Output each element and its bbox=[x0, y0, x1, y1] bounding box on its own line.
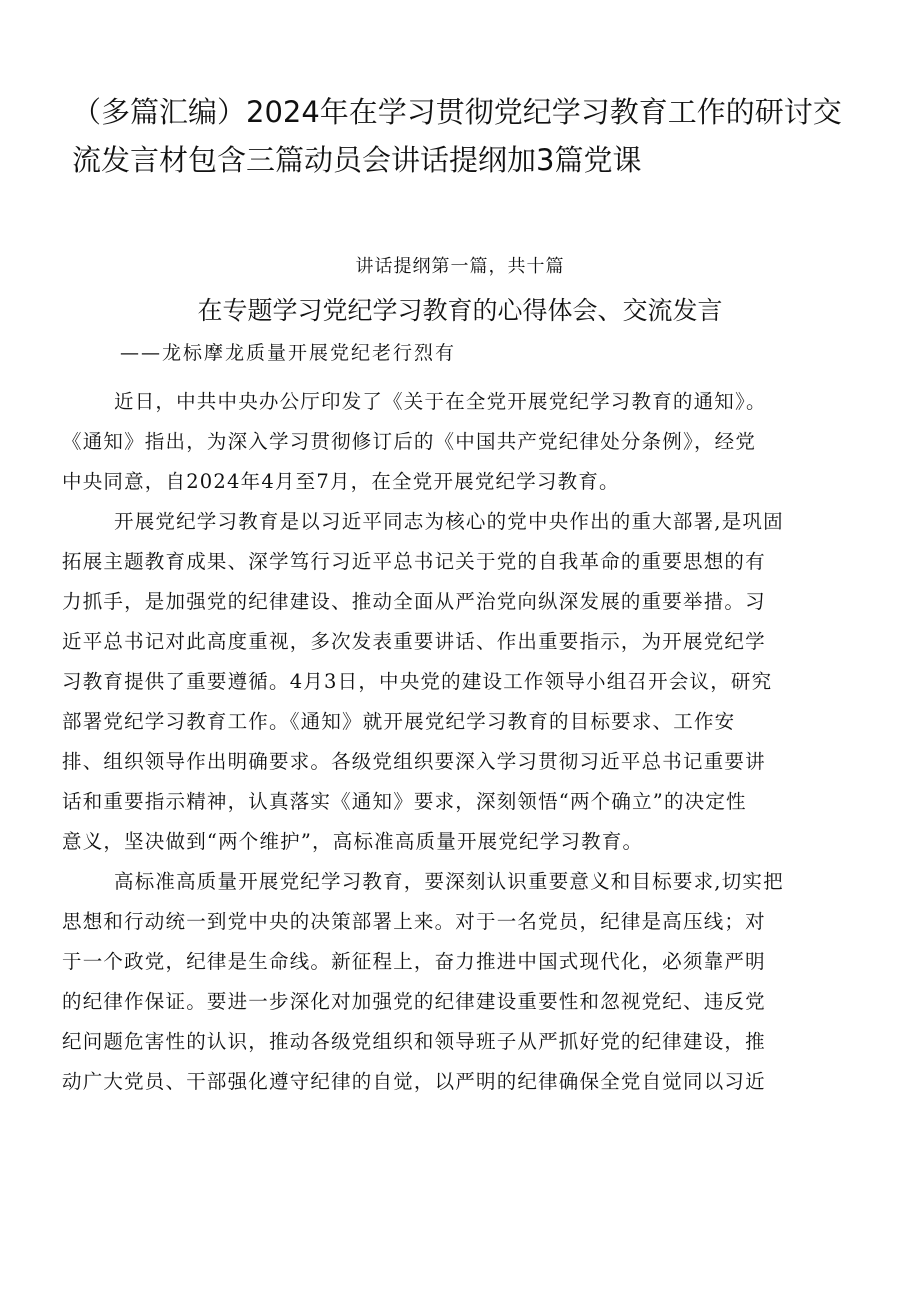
body-line: 部署党纪学习教育工作。《通知》就开展党纪学习教育的目标要求、工作安 bbox=[62, 710, 736, 733]
document-title bbox=[72, 88, 872, 184]
article-byline: ——龙标摩龙质量开展党纪老行烈有 bbox=[120, 342, 457, 364]
article-title: 在专题学习党纪学习教育的心得体会、交流发言 bbox=[197, 296, 723, 325]
body-line: 拓展主题教育成果、深学笃行习近平总书记关于党的自我革命的重要思想的有 bbox=[62, 550, 766, 573]
article-body bbox=[62, 382, 862, 1102]
document-title-line-2: 流发言材包含三篇动员会讲话提纲加3篇党课 bbox=[72, 143, 642, 177]
body-line: 动广大党员、干部强化遵守纪律的自觉，以严明的纪律确保全党自觉同以习近 bbox=[62, 1070, 766, 1093]
body-line: 高标准高质量开展党纪学习教育，要深刻认识重要意义和目标要求,切实把 bbox=[114, 870, 784, 893]
body-line: 《通知》指出，为深入学习贯彻修订后的《中国共产党纪律处分条例》，经党 bbox=[62, 430, 757, 453]
body-line: 话和重要指示精神，认真落实《通知》要求，深刻领悟“两个确立”的决定性 bbox=[62, 790, 747, 813]
body-line: 力抓手，是加强党的纪律建设、推动全面从严治党向纵深发展的重要举措。习 bbox=[62, 590, 766, 613]
body-line: 意义，坚决做到“两个维护”，高标准高质量开展党纪学习教育。 bbox=[62, 830, 644, 853]
body-line: 近平总书记对此高度重视，多次发表重要讲话、作出重要指示，为开展党纪学 bbox=[62, 630, 766, 653]
body-line: 纪问题危害性的认识，推动各级党组织和领导班子从严抓好党的纪律建设，推 bbox=[62, 1030, 766, 1053]
section-subhead: 讲话提纲第一篇，共十篇 bbox=[355, 256, 565, 277]
body-line: 于一个政党，纪律是生命线。新征程上，奋力推进中国式现代化，必须靠严明 bbox=[62, 950, 766, 973]
body-line: 中央同意，自2024年4月至7月，在全党开展党纪学习教育。 bbox=[62, 470, 620, 493]
body-line: 排、组织领导作出明确要求。各级党组织要深入学习贯彻习近平总书记重要讲 bbox=[62, 750, 766, 773]
body-line: 习教育提供了重要遵循。4月3日，中央党的建设工作领导小组召开会议，研究 bbox=[62, 670, 773, 693]
document-title-line-1: （多篇汇编）2024年在学习贯彻党纪学习教育工作的研讨交 bbox=[72, 95, 842, 129]
body-line: 近日，中共中央办公厅印发了《关于在全党开展党纪学习教育的通知》。 bbox=[114, 390, 767, 413]
body-line: 的纪律作保证。要进一步深化对加强党的纪律建设重要性和忽视党纪、违反党 bbox=[62, 990, 766, 1013]
body-line: 开展党纪学习教育是以习近平同志为核心的党中央作出的重大部署,是巩固 bbox=[114, 510, 784, 533]
body-line: 思想和行动统一到党中央的决策部署上来。对于一名党员，纪律是高压线；对 bbox=[62, 910, 766, 933]
